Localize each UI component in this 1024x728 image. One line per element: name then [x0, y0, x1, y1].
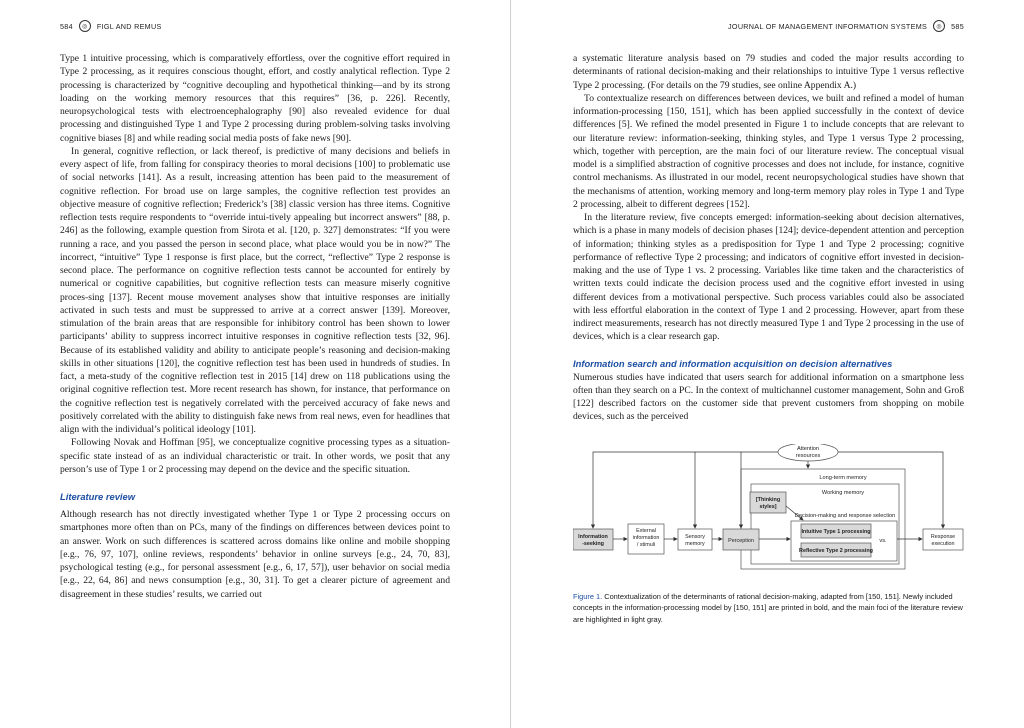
right-running-head [573, 19, 964, 33]
left-paragraph: Following Novak and Hoffman [95], we conceptualize cognitive processing types as a situation-specific state instead of as an individual characteristic or trait. In other words, we posit that any person’s use of Type 1 or 2 processing may depend on the device and the specific situation. [60, 437, 450, 475]
left-running-head [60, 19, 450, 33]
attention-label-1: Attention [796, 445, 820, 452]
versus-label: vs. [879, 537, 887, 544]
right-page-number: 585 [951, 21, 964, 31]
section-heading-information-search: Information search and information acquisition on decision alternatives [573, 357, 893, 369]
response-execution-label-2: execution [931, 540, 955, 547]
right-paragraph: a systematic literature analysis based on 79 studies and coded the major results according to determinants of rational decision-making and their relationships to intuitive Type 1 versus reflective Type 2 processing. (For details on the 79 studies, see online Appendix A.) [573, 53, 964, 91]
sensory-memory-label-1: Sensory [685, 533, 705, 540]
svg-text:Responseexecution [931, 534, 955, 547]
sensory-memory-label-2: memory [685, 540, 705, 547]
right-paragraph: To contextualize research on differences between devices, we built and refined a model of human information-processing [150, 151], which has been applied successfully in the context of device differences [5]. We refined the model presented in Figure 1 to include concepts that are relevant to our literature review: information-seeking, thinking styles, and Type 1 versus Type 2 processing, which, together with perception, are the main foci of our literature review. The conceptual visual model is a simplified abstraction of cognitive processes and does not include, for instance, cognitive control mechanisms. As illustrated in our model, recent neuropsychological studies have shown that the mechanisms of attention, working memory and long-term memory play roles in Type 1 and Type 2 processing, albeit to different degrees [152]. [573, 92, 964, 210]
reflective-type2-label: Reflective Type 2 processing [799, 547, 873, 554]
thinking-styles-label-1: [Thinking [755, 496, 781, 503]
intuitive-type1-label: Intuitive Type 1 processing [801, 528, 871, 535]
information-seeking-label-2: -seeking [582, 540, 604, 547]
thinking-styles-label-2: styles] [759, 503, 777, 510]
response-execution-label-1: Response [930, 533, 956, 540]
svg-text:Sensorymemory [685, 534, 705, 547]
left-page-number: 584 [60, 21, 73, 31]
figure-1-diagram [573, 444, 965, 584]
attention-label-2: resources [795, 452, 821, 459]
figure-caption-label: Figure 1. [573, 591, 603, 601]
right-body [573, 52, 964, 625]
left-running-title: FIGL AND REMUS [96, 21, 162, 31]
left-body [60, 52, 450, 601]
left-paragraph: Although research has not directly investigated whether Type 1 or Type 2 processing occurs on smartphones more often than on PCs, many of the findings on differences between devices point to an answer. Work on such differences is scattered across domains like online and mobile shopping [e.g., 76, 97, 107], online reviews, respondents’ behavior in online surveys [e.g., 24, 70, 83], psychological testing (e.g., for personal assessment [e.g., 6, 17, 57]), user behavior on social media [e.g., 22, 64, 86] and news consumption [e.g., 30, 31]. To get a clearer picture of agreement and disagreement in these studies’ results, we carried out [60, 509, 450, 600]
working-memory-label: Working memory [821, 489, 865, 496]
figure-caption-text: Contextualization of the determinants of rational decision-making, adapted from [150, 151]. Newly included concepts in the information-processing model by [150, 151] are printed in bold, and the main foci of the literature review are highlighted in light gray. [573, 591, 963, 624]
journal-logo-icon: ◎ [933, 20, 945, 32]
svg-text:Attentionresources [796, 446, 821, 459]
left-page [0, 0, 511, 728]
right-running-title: JOURNAL OF MANAGEMENT INFORMATION SYSTEMS [728, 21, 928, 31]
long-term-memory-label: Long-term memory [819, 474, 867, 481]
section-heading-literature-review: Literature review [60, 491, 136, 502]
left-paragraph: Type 1 intuitive processing, which is comparatively effortless, over the cognitive effort required in Type 2 processing, as it requires conscious thought, effort, and costly analytical reflection. Type 2 processing is characterized by “cognitive decoupling and hypothetical thinking—and by its strong loading on the working memory resources that this requires” [36, p. 226]. Recently, neuropsychological tests with electroencephalography [90] also revealed evidence for dual processing and distinguished Type 1 and Type 2 processing during problem-solving tasks involving cognitive biases [8] and while reading social media posts of fake news [90]. [60, 53, 450, 144]
perception-label: Perception [728, 537, 754, 544]
left-paragraph: In general, cognitive reflection, or lack thereof, is predictive of many decisions and beliefs in every aspect of life, from falling for conspiracy theories to moral decisions [100] to problematic use of social networks [141]. As a result, increasing attention has been paid to the measurement of cognitive reflection. For broad use on large samples, the cognitive reflection test provides an objective measure of cognitive reflection; Frederick’s [38] classic version has three items. Cognitive reflection tests require respondents to “override intui-tively appealing but incorrect answers” [88, p. 246] as the following, example question from Sirota et al. [120, p. 327] demonstrates: “If you were running a race, and you passed the person in second place, what place would you be in now?” The incorrect, “intuitive” Type 1 response is first place, but the correct, “reflective” Type 2 response is second place. The performance on cognitive reflection tests cannot be accounted for entirely by numerical or cognitive capabilities, but cognitive reflection tests can measure miserly cognitive proces-sing [137]. Recent mouse movement analyses show that intuitive responses are initially activated in such tests and must be suppressed to arrive at a correct answer [139]. Moreover, stimulation of the brain areas that are responsible for inhibitory control has been shown to lower participants’ ability to suppress incorrect intuitive responses in cognitive reflection tests [32, 96]. Because of its established validity and ability to anticipate people’s reasoning and decision-making skills in other situations [120], the cognitive reflection test has been used in hundreds of studies. In fact, a meta-study of the cognitive reflection test in 2015 [14] drew on 118 publications using the original cognitive reflection test. More recent research has shown, for instance, that performance on the cognitive reflection test is negatively correlated with the perceived accuracy of fake news and positively correlated with the ability to distinguish fake news from real news, even for headlines that align with the individual’s political ideology [101]. [60, 145, 450, 435]
svg-text:[Thinkingstyles] [756, 497, 780, 510]
svg-text:Information-seeking [578, 534, 608, 547]
right-paragraph: Numerous studies have indicated that users search for additional information on a smartphone less often than they search on a PC. In the context of multichannel customer management, Sohn and Groß [122] described factors on the customer side that prevent customers from shopping on mobile devices, such as the perceived [573, 371, 964, 423]
right-page [511, 0, 1022, 728]
decision-making-label: Decision-making and response selection [794, 512, 896, 519]
external-information-label-2: information [632, 534, 660, 541]
journal-logo-icon: ◎ [79, 20, 91, 32]
figure-1-caption [573, 591, 964, 626]
external-information-label-3: / stimuli [636, 541, 656, 548]
right-paragraph: In the literature review, five concepts emerged: information-seeking about decision alternatives, which is a phase in many models of decision phases [124]; device-dependent attention and perception of information; thinking styles as a predisposition for Type 1 and Type 2 processing; cognitive performance of reflective Type 2 processing; and indicators of cognitive effort invested in decision-making and the use of Type 1 vs. 2 processing. Variables like time taken and the characteristics of written texts could indicate the decision process used and the cognitive effort invested in using different devices from a motivational perspective. Such process variables could also be associated with less effortful elaboration in the context of Type 1 and 2 processing. However, apart from these indirect measurements, research has not directly measured Type 1 and Type 2 processing in the use of devices, which is a clear research gap. [573, 212, 964, 343]
external-information-label-1: External [636, 527, 656, 534]
information-seeking-label-1: Information [578, 533, 608, 540]
